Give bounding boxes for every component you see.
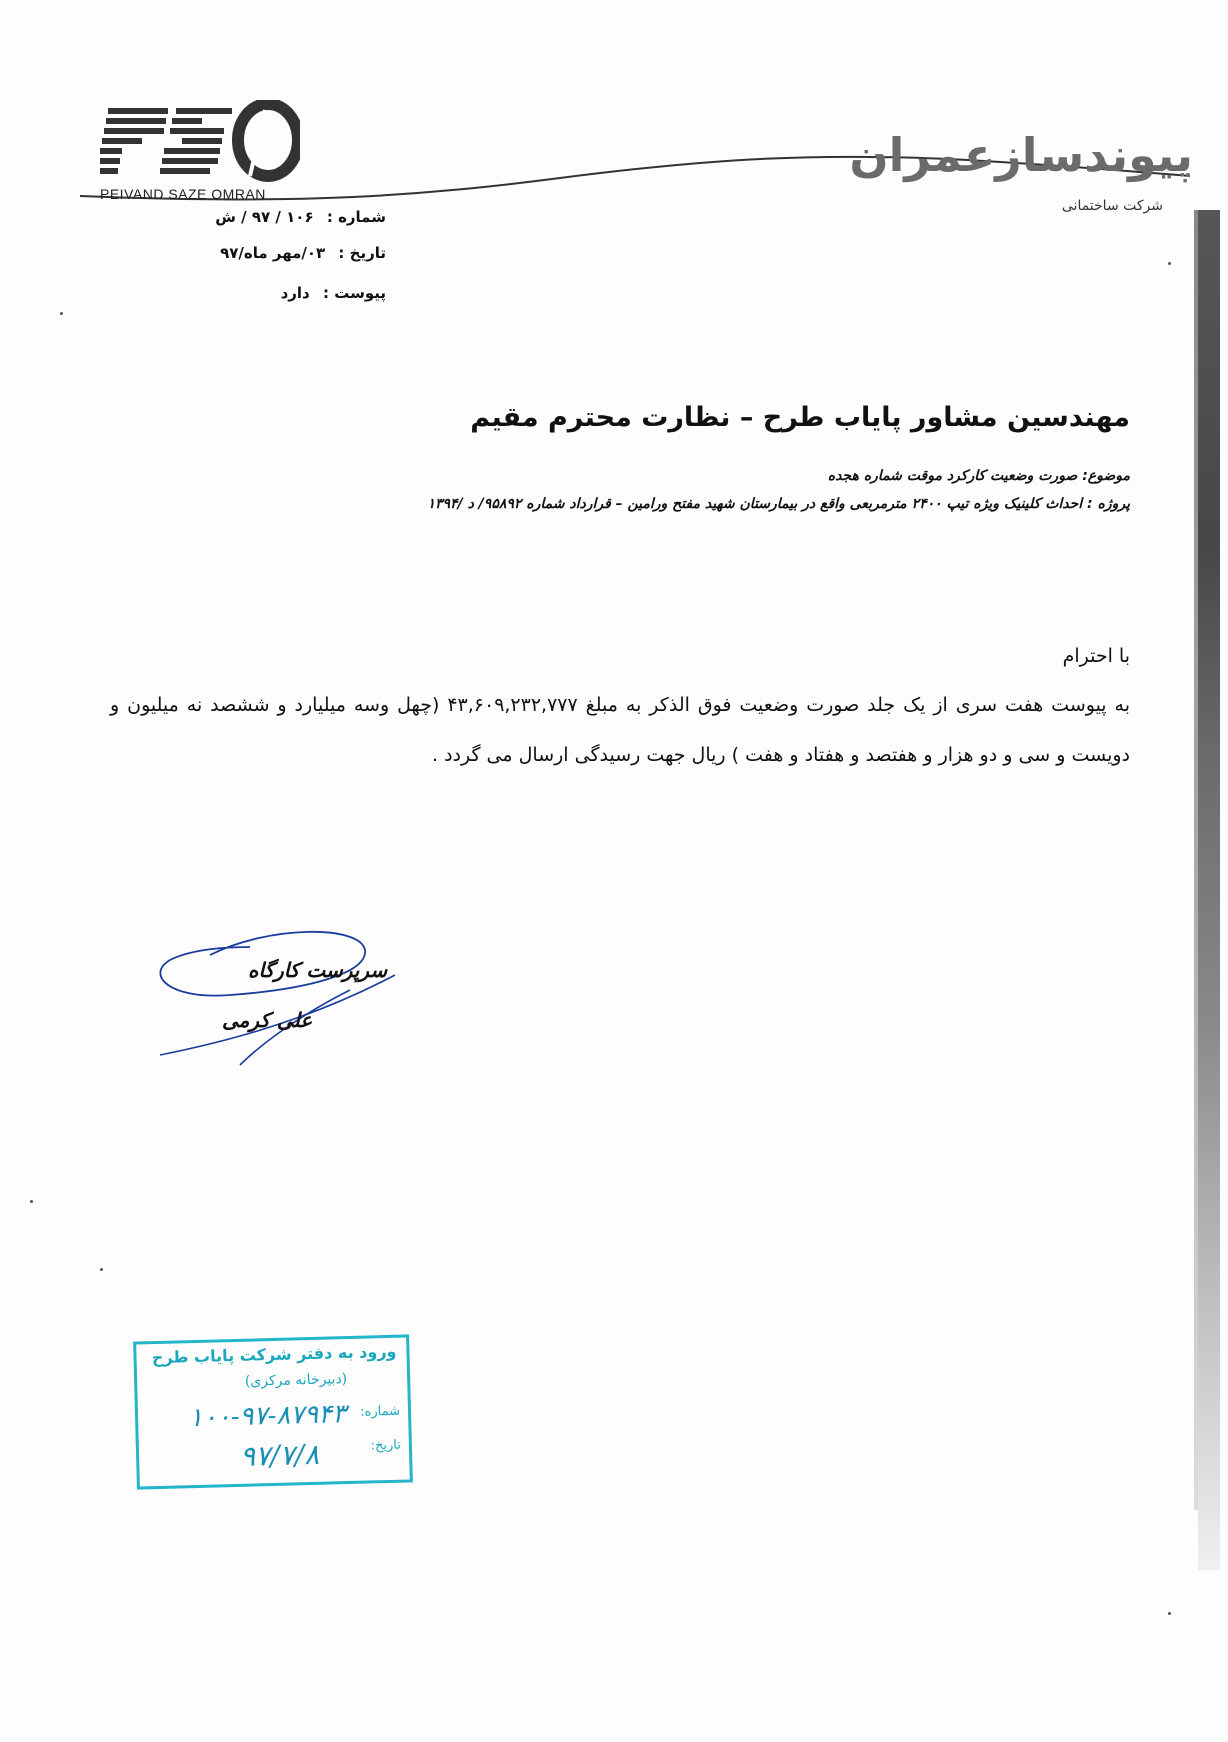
scan-speck [100, 1268, 103, 1271]
letter-number-label: شماره : [326, 208, 386, 226]
letter-attachment-label: پیوست : [322, 284, 386, 302]
stamp-subtitle: (دبیرخانه مرکزی) [244, 1371, 348, 1390]
letter-date-value: ۰۳/مهر ماه/۹۷ [220, 244, 326, 262]
scan-speck [1168, 262, 1171, 265]
letter-number [215, 208, 386, 226]
stamp-date-value: ۹۷/۷/۸ [239, 1437, 320, 1473]
signature-name: علی کرمی [222, 1008, 313, 1032]
subject-line: موضوع: صورت وضعیت کارکرد موقت شماره هجده [827, 468, 1130, 484]
receipt-stamp [133, 1334, 413, 1489]
stamp-number-value: ۱۰۰-۹۷-۸۷۹۴۳ [188, 1399, 347, 1434]
brand-name-logo: پیوندسازعمران [849, 128, 1193, 182]
stamp-number-label: شماره: [359, 1403, 401, 1420]
brand-subtitle: شرکت ساختمانی [1061, 198, 1163, 214]
body-paragraph: به پیوست هفت سری از یک جلد صورت وضعیت فوق الذکر به مبلغ ۴۳,۶۰۹,۲۳۲,۷۷۷ (چهل وسه میلیارد و ششصد نه میلیون و دویست و سی و دو هزار و هفتصد و هفتاد و هفت ) ریال جهت رسیدگی ارسال می گردد . [110, 694, 1131, 766]
letter-number-value: ۱۰۶ / ۹۷ / ش [215, 208, 314, 226]
signature-title: سرپرست کارگاه [248, 958, 388, 982]
signature-scribble [150, 915, 410, 1075]
scan-shadow-edge [1198, 210, 1220, 1570]
letter-attachment [281, 284, 386, 302]
scan-speck [60, 312, 63, 315]
scan-speck [1168, 1612, 1171, 1615]
letter-date-label: تاریخ : [338, 244, 386, 262]
stamp-date-label: تاریخ: [370, 1437, 402, 1454]
scan-shadow-line [1194, 210, 1198, 1510]
greeting: با احترام [1062, 645, 1130, 667]
letter-date [220, 244, 386, 262]
scan-speck [30, 1200, 33, 1203]
stamp-title: ورود به دفتر شرکت پایاب طرح [151, 1341, 397, 1368]
pso-logo-caption: PEIVAND SAZE OMRAN [100, 186, 266, 202]
addressee: مهندسین مشاور پایاب طرح – نظارت محترم مقیم [470, 402, 1130, 433]
project-line: پروژه : احداث کلینیک ویژه تیپ ۲۴۰۰ مترمربعی واقع در بیمارستان شهید مفتح ورامین – قرارداد شماره ۹۵۸۹۲/ د /۱۳۹۴ [427, 496, 1130, 512]
letter-attachment-value: دارد [280, 284, 310, 302]
